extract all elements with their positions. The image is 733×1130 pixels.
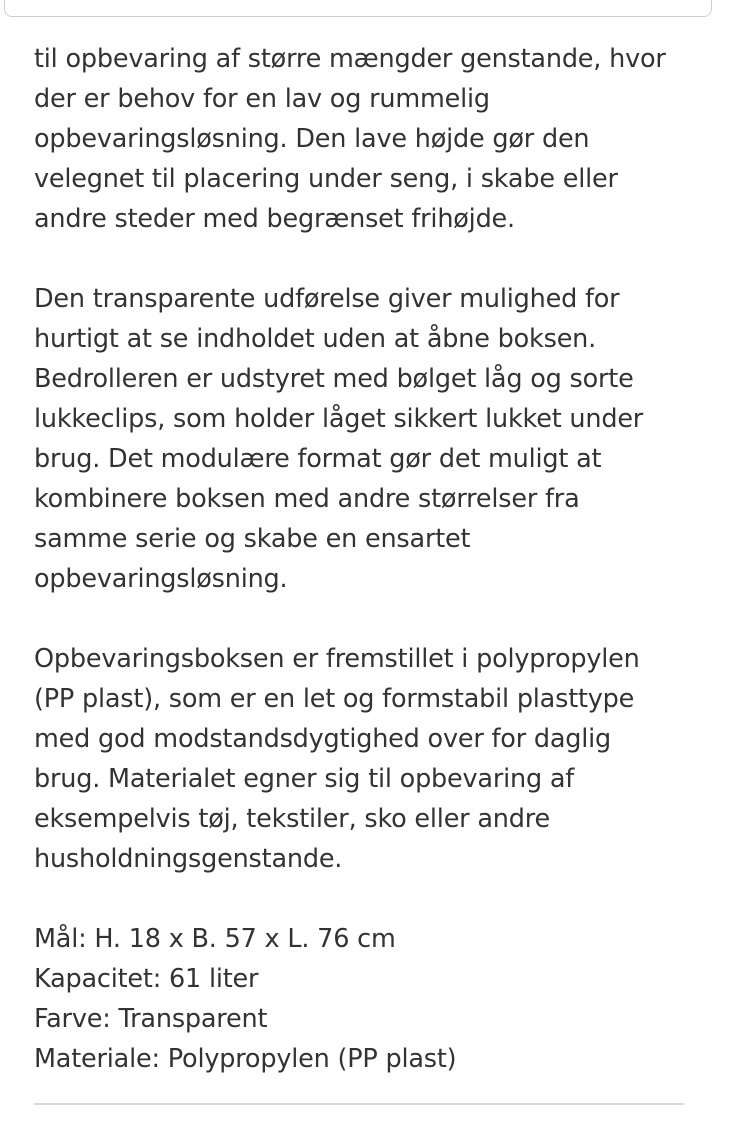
spec-color: Farve: Transparent [34, 1004, 268, 1034]
description-paragraph-3: Opbevaringsboksen er fremstillet i polypropylen (PP plast), som er en let og formstabil plasttype med god modstandsdygtighed over for daglig brug. Materialet egner sig til opbevaring af eksempelvis tøj, tekstiler, sko eller andre husholdningsgenstande. [34, 644, 640, 874]
spec-capacity: Kapacitet: 61 liter [34, 964, 259, 994]
spec-dimensions: Mål: H. 18 x B. 57 x L. 76 cm [34, 924, 396, 954]
product-description [34, 39, 724, 1079]
spec-material: Materiale: Polypropylen (PP plast) [34, 1044, 457, 1074]
description-paragraph-1: til opbevaring af større mængder genstande, hvor der er behov for en lav og rummelig opbevaringsløsning. Den lave højde gør den velegnet til placering under seng, i skabe eller andre steder med begrænset frihøjde. [34, 44, 666, 234]
description-paragraph-2: Den transparente udførelse giver mulighed for hurtigt at se indholdet uden at åbne boksen. Bedrolleren er udstyret med bølget låg og sorte lukkeclips, som holder låget sikkert lukket under brug. Det modulære format gør det muligt at kombinere boksen med andre størrelser fra samme serie og skabe en ensartet opbevaringsløsning. [34, 284, 644, 594]
section-divider [34, 1103, 684, 1105]
top-card-frame [4, 0, 712, 17]
specs-list [34, 919, 724, 1079]
